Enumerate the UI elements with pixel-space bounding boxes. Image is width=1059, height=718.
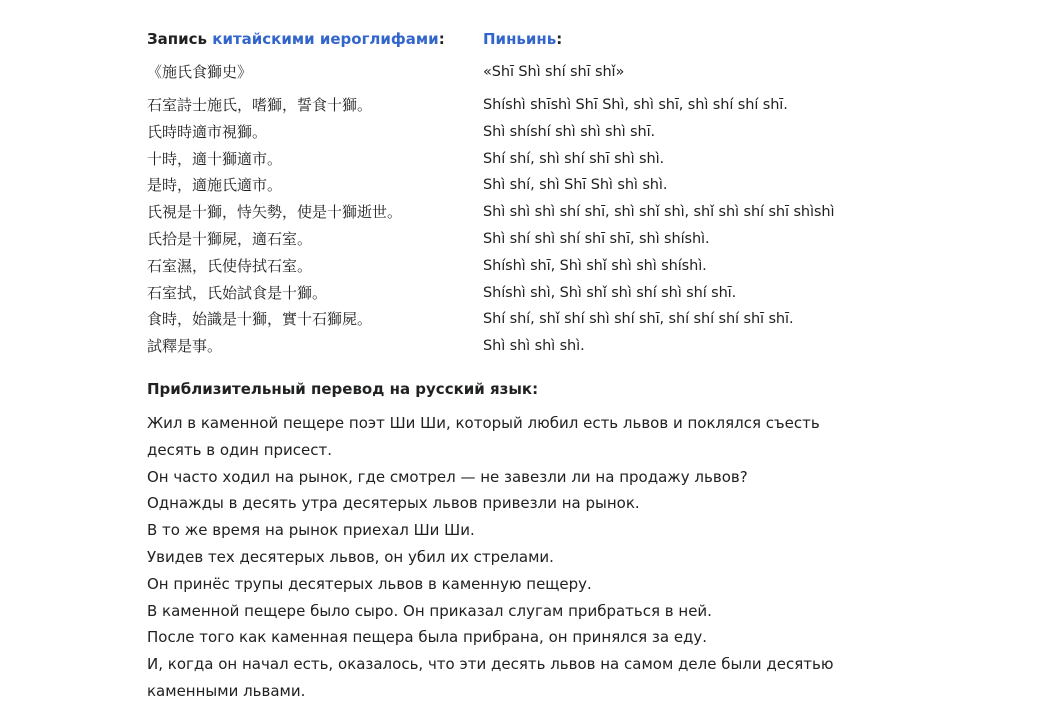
translation-line: После того как каменная пещера была прибрана, он принялся за еду. (147, 628, 708, 647)
hanzi-line: 石室詩士施氏，嗜獅，誓食十獅。 (147, 96, 373, 114)
pinyin-line: Shì shì shì shì. (483, 338, 585, 355)
pinyin-line: Shí shí, shì shí shī shì shì. (483, 150, 665, 167)
pinyin-link[interactable]: Пиньинь (483, 30, 557, 48)
translation-line: В каменной пещере было сыро. Он приказал слугам прибраться в ней. (147, 601, 712, 620)
hanzi-line: 石室拭，氏始試食是十獅。 (147, 283, 328, 302)
translation-line: Однажды в десять утра десятерых львов привезли на рынок. (147, 494, 640, 513)
hanzi-line: 氏視是十獅，恃矢勢，使是十獅逝世。 (147, 203, 403, 222)
pinyin-line: Shì shí, shì Shī Shì shì shì. (483, 177, 668, 194)
hanzi-line: 食時，始識是十獅，實十石獅屍。 (147, 310, 373, 329)
translation-section (147, 378, 847, 705)
hanzi-line: 氏拾是十獅屍，適石室。 (147, 229, 313, 248)
pinyin-line: Shí shí, shǐ shí shì shí shī, shí shí shí shī shī. (483, 311, 794, 328)
pinyin-heading (483, 28, 1043, 50)
translation-line: Увидев тех десятерых львов, он убил их стрелами. (147, 547, 554, 566)
hanzi-lines (147, 92, 467, 360)
pinyin-line: Shì shì shì shí shī, shì shǐ shì, shǐ shì shí shī shìshì (483, 204, 835, 221)
hanzi-line: 氏時時適市視獅。 (147, 122, 268, 141)
pinyin-lines (483, 92, 1043, 360)
pinyin-line: Shíshì shì, Shì shǐ shì shí shì shí shī. (483, 284, 737, 301)
hanzi-line: 石室濕，氏使侍拭石室。 (147, 256, 313, 275)
pinyin-line: Shì shíshí shì shì shì shī. (483, 123, 656, 140)
translation-line: В то же время на рынок приехал Ши Ши. (147, 521, 475, 540)
pinyin-line: Shíshì shīshì Shī Shì, shì shī, shì shí shí shī. (483, 97, 788, 113)
translation-lines (147, 410, 847, 705)
translation-line: каменными львами. (147, 681, 306, 700)
hanzi-heading-suffix: : (438, 30, 445, 48)
hanzi-column (147, 28, 467, 360)
translation-line: десять в один присест. (147, 440, 333, 459)
pinyin-title: «Shī Shì shí shī shǐ» (483, 64, 625, 80)
pinyin-column (483, 28, 1043, 360)
translation-line: Он принёс трупы десятерых львов в каменную пещеру. (147, 574, 592, 593)
pinyin-line: Shì shí shì shí shī shī, shì shíshì. (483, 230, 710, 247)
translation-line: Он часто ходил на рынок, где смотрел — не завезли ли на продажу львов? (147, 467, 748, 486)
translation-line: Жил в каменной пещере поэт Ши Ши, который любил есть львов и поклялся съесть (147, 414, 820, 432)
translation-line: И, когда он начал есть, оказалось, что эти десять львов на самом деле были десятью (147, 655, 834, 674)
hanzi-line: 十時，適十獅適市。 (147, 149, 283, 168)
pinyin-line: Shíshì shī, Shì shǐ shì shì shíshì. (483, 257, 707, 274)
hanzi-title: 《施氏食獅史》 (147, 63, 253, 81)
chinese-characters-link[interactable]: китайскими иероглифами (212, 30, 439, 48)
hanzi-heading (147, 28, 467, 50)
hanzi-heading-prefix: Запись (147, 30, 213, 48)
hanzi-line: 是時，適施氏適市。 (147, 176, 283, 195)
translation-heading: Приблизительный перевод на русский язык: (147, 380, 539, 398)
hanzi-line: 試釋是事。 (147, 337, 223, 356)
pinyin-heading-suffix: : (556, 30, 563, 48)
